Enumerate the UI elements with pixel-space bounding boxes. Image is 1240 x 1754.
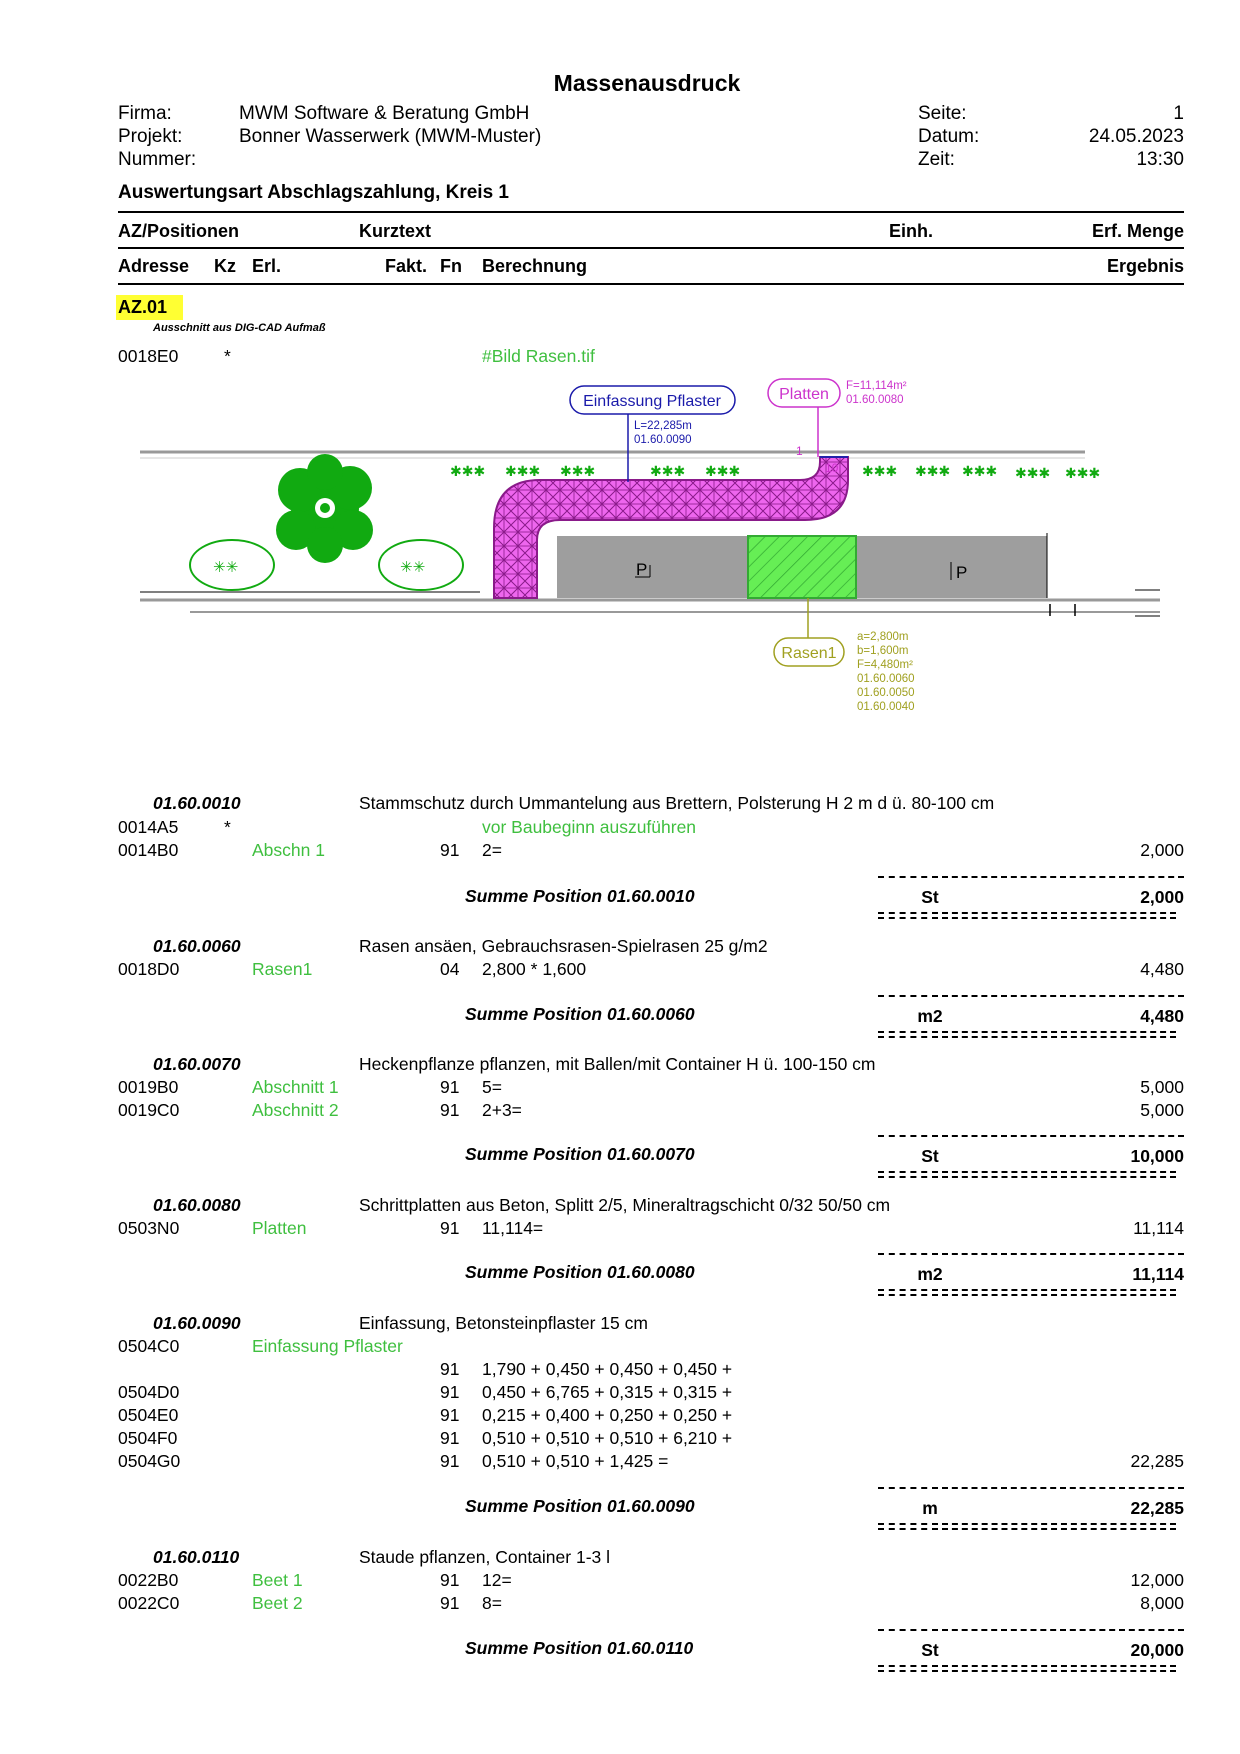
platten-callout-label: Platten xyxy=(779,386,829,403)
row-calc: 2,800 * 1,600 xyxy=(482,959,587,979)
row-result: 8,000 xyxy=(1140,1593,1184,1613)
row-erl: Rasen1 xyxy=(252,959,313,979)
col-erf-menge: Erf. Menge xyxy=(1091,221,1184,241)
az-note: Ausschnitt aus DIG-CAD Aufmaß xyxy=(153,322,326,334)
row-erl: Platten xyxy=(252,1218,307,1238)
row-fn: 91 xyxy=(440,1593,460,1613)
row-result: 4,480 xyxy=(1140,959,1184,979)
sum-label: Summe Position 01.60.0060 xyxy=(465,1004,695,1024)
row-erl: Einfassung Pflaster xyxy=(252,1336,403,1356)
divider xyxy=(118,211,1184,213)
sum-label: Summe Position 01.60.0090 xyxy=(465,1496,695,1516)
row-fn: 91 xyxy=(440,840,460,860)
sum-value: 10,000 xyxy=(1130,1146,1184,1166)
zeit-value: 13:30 xyxy=(1136,149,1184,170)
unit-dash xyxy=(878,876,938,878)
row-address: 0504C0 xyxy=(118,1336,180,1356)
row-address: 0022B0 xyxy=(118,1570,179,1590)
marker-10: 10 xyxy=(825,461,839,475)
svg-text:✱✱✱: ✱✱✱ xyxy=(705,464,741,480)
platten-position: 01.60.0080 xyxy=(846,394,904,406)
position-number: 01.60.0080 xyxy=(153,1195,241,1215)
row-fn: 91 xyxy=(440,1359,460,1379)
sum-dash xyxy=(942,1487,1184,1489)
row-address: 0504G0 xyxy=(118,1451,181,1471)
sum-unit: St xyxy=(921,1640,939,1660)
projekt-value: Bonner Wasserwerk (MWM-Muster) xyxy=(239,126,542,147)
einfassung-position: 01.60.0090 xyxy=(634,434,692,446)
divider xyxy=(118,283,1184,285)
rasen-position-2: 01.60.0050 xyxy=(857,687,915,699)
image-row-kz: * xyxy=(224,346,231,366)
sum-double-dash xyxy=(942,1523,1176,1530)
sum-unit: m xyxy=(922,1498,938,1518)
svg-text:✱✱✱: ✱✱✱ xyxy=(505,464,541,480)
sum-value: 2,000 xyxy=(1140,887,1184,907)
row-calc: 5= xyxy=(482,1077,502,1097)
row-calc: 2= xyxy=(482,840,502,860)
sum-value: 4,480 xyxy=(1140,1006,1184,1026)
firma-label: Firma: xyxy=(118,103,172,124)
row-fn: 91 xyxy=(440,1451,460,1471)
einfassung-length: L=22,285m xyxy=(634,420,692,432)
sum-dash xyxy=(942,876,1184,878)
rasen-area: F=4,480m² xyxy=(857,659,913,671)
col-ergebnis: Ergebnis xyxy=(1106,256,1184,276)
row-address: 0018D0 xyxy=(118,959,180,979)
svg-text:✳✳: ✳✳ xyxy=(400,558,426,576)
page-title: Massenausdruck xyxy=(553,70,741,96)
sum-double-dash xyxy=(942,1665,1176,1672)
row-erl: Beet 1 xyxy=(252,1570,303,1590)
col-fakt: Fakt. xyxy=(385,256,428,276)
rasen-position-1: 01.60.0060 xyxy=(857,673,915,685)
row-erl: Abschn 1 xyxy=(252,840,325,860)
sum-unit: St xyxy=(921,887,939,907)
p-left-label: P xyxy=(636,560,648,579)
firma-value: MWM Software & Beratung GmbH xyxy=(239,103,530,124)
row-fn: 91 xyxy=(440,1077,460,1097)
position-text: Einfassung, Betonsteinpflaster 15 cm xyxy=(359,1313,648,1333)
svg-text:✱✱✱: ✱✱✱ xyxy=(862,464,898,480)
auswertung-title: Auswertungsart Abschlagszahlung, Kreis 1 xyxy=(118,182,509,203)
position-text: Heckenpflanze pflanzen, mit Ballen/mit Container H ü. 100-150 cm xyxy=(359,1054,876,1074)
sum-dash xyxy=(942,995,1184,997)
row-fn: 91 xyxy=(440,1428,460,1448)
marker-1: 1 xyxy=(796,444,803,458)
rasen-position-3: 01.60.0040 xyxy=(857,701,915,713)
divider xyxy=(118,247,1184,249)
sum-unit: St xyxy=(921,1146,939,1166)
col-einh: Einh. xyxy=(889,221,933,241)
svg-text:✱✱✱: ✱✱✱ xyxy=(560,464,596,480)
sum-label: Summe Position 01.60.0070 xyxy=(465,1144,695,1164)
einfassung-callout-label: Einfassung Pflaster xyxy=(583,393,721,410)
position-text: Staude pflanzen, Container 1-3 l xyxy=(359,1547,610,1567)
row-calc: 0,450 + 6,765 + 0,315 + 0,315 + xyxy=(482,1382,733,1402)
row-erl: Beet 2 xyxy=(252,1593,303,1613)
nummer-label: Nummer: xyxy=(118,149,197,170)
row-address: 0019C0 xyxy=(118,1100,180,1120)
unit-double-dash xyxy=(878,1171,938,1178)
slab-left xyxy=(557,536,747,598)
image-row-address: 0018E0 xyxy=(118,346,179,366)
row-erl: Abschnitt 2 xyxy=(252,1100,339,1120)
row-calc: 0,510 + 0,510 + 0,510 + 6,210 + xyxy=(482,1428,733,1448)
lawn-area xyxy=(748,536,856,598)
svg-text:✱✱✱: ✱✱✱ xyxy=(450,464,486,480)
svg-text:✱✱✱: ✱✱✱ xyxy=(650,464,686,480)
row-fn: 91 xyxy=(440,1570,460,1590)
sum-dash xyxy=(942,1629,1184,1631)
row-result: 11,114 xyxy=(1133,1218,1184,1238)
row-calc: 8= xyxy=(482,1593,502,1613)
col-berechnung: Berechnung xyxy=(482,256,588,276)
row-fn: 91 xyxy=(440,1218,460,1238)
sum-unit: m2 xyxy=(917,1264,943,1284)
position-text: Schrittplatten aus Beton, Splitt 2/5, Mineraltragschicht 0/32 50/50 cm xyxy=(359,1195,891,1215)
unit-dash xyxy=(878,1487,938,1489)
sum-double-dash xyxy=(942,1171,1176,1178)
sum-label: Summe Position 01.60.0010 xyxy=(465,886,695,906)
sum-double-dash xyxy=(942,1031,1176,1038)
row-kz: * xyxy=(224,817,231,837)
row-calc: 2+3= xyxy=(482,1100,522,1120)
rasen-b: b=1,600m xyxy=(857,645,909,657)
unit-double-dash xyxy=(878,912,938,919)
row-calc: 1,790 + 0,450 + 0,450 + 0,450 + xyxy=(482,1359,733,1379)
row-calc: 12= xyxy=(482,1570,512,1590)
unit-dash xyxy=(878,1253,938,1255)
unit-double-dash xyxy=(878,1665,938,1672)
row-address: 0504F0 xyxy=(118,1428,178,1448)
shrub-bed-2-icon xyxy=(379,540,463,590)
position-number: 01.60.0070 xyxy=(153,1054,241,1074)
seite-value: 1 xyxy=(1173,103,1184,124)
unit-dash xyxy=(878,1629,938,1631)
row-fn: 91 xyxy=(440,1405,460,1425)
sum-label: Summe Position 01.60.0110 xyxy=(465,1638,694,1658)
position-number: 01.60.0010 xyxy=(153,793,241,813)
row-erl: Abschnitt 1 xyxy=(252,1077,339,1097)
unit-dash xyxy=(878,1135,938,1137)
row-result: 5,000 xyxy=(1140,1077,1184,1097)
row-calc: 0,215 + 0,400 + 0,250 + 0,250 + xyxy=(482,1405,733,1425)
projekt-label: Projekt: xyxy=(118,126,183,147)
row-fn: 91 xyxy=(440,1382,460,1402)
row-address: 0504D0 xyxy=(118,1382,180,1402)
row-address: 0014A5 xyxy=(118,817,179,837)
row-address: 0503N0 xyxy=(118,1218,180,1238)
row-result: 5,000 xyxy=(1140,1100,1184,1120)
position-number: 01.60.0110 xyxy=(153,1547,240,1567)
cad-drawing xyxy=(0,370,1240,740)
row-address: 0019B0 xyxy=(118,1077,179,1097)
row-result: 2,000 xyxy=(1140,840,1184,860)
sum-dash xyxy=(942,1253,1184,1255)
sum-unit: m2 xyxy=(917,1006,943,1026)
svg-text:✱✱✱: ✱✱✱ xyxy=(915,464,951,480)
platten-area: F=11,114m² xyxy=(846,380,907,392)
svg-text:✱✱✱: ✱✱✱ xyxy=(1015,466,1051,482)
row-result: 22,285 xyxy=(1130,1451,1184,1471)
row-fn: 91 xyxy=(440,1100,460,1120)
svg-text:✳✳: ✳✳ xyxy=(213,558,239,576)
row-result: 12,000 xyxy=(1130,1570,1184,1590)
slab-right xyxy=(857,536,1047,598)
tree-icon xyxy=(276,454,373,563)
row-address: 0014B0 xyxy=(118,840,179,860)
zeit-label: Zeit: xyxy=(918,149,955,170)
sum-dash xyxy=(942,1135,1184,1137)
seite-label: Seite: xyxy=(918,103,967,124)
col-az-positionen: AZ/Positionen xyxy=(118,221,239,241)
col-kurztext: Kurztext xyxy=(359,221,432,241)
position-number: 01.60.0060 xyxy=(153,936,241,956)
position-text: Rasen ansäen, Gebrauchsrasen-Spielrasen 25 g/m2 xyxy=(359,936,768,956)
unit-dash xyxy=(878,995,938,997)
sum-value: 11,114 xyxy=(1132,1264,1184,1284)
sum-double-dash xyxy=(942,1289,1176,1296)
col-adresse: Adresse xyxy=(118,256,190,276)
az-label: AZ.01 xyxy=(118,297,168,317)
svg-text:✱✱✱: ✱✱✱ xyxy=(1065,466,1101,482)
row-comment: vor Baubeginn auszuführen xyxy=(482,817,697,837)
rasen-callout-label: Rasen1 xyxy=(781,645,837,662)
unit-double-dash xyxy=(878,1523,938,1530)
row-calc: 11,114= xyxy=(482,1218,544,1238)
unit-double-dash xyxy=(878,1289,938,1296)
svg-text:✱✱✱: ✱✱✱ xyxy=(962,464,998,480)
datum-label: Datum: xyxy=(918,126,980,147)
col-fn: Fn xyxy=(440,256,462,276)
sum-value: 20,000 xyxy=(1130,1640,1184,1660)
col-erl: Erl. xyxy=(252,256,282,276)
p-right-label: P xyxy=(956,563,968,582)
sum-value: 22,285 xyxy=(1130,1498,1184,1518)
sum-label: Summe Position 01.60.0080 xyxy=(465,1262,695,1282)
datum-value: 24.05.2023 xyxy=(1088,126,1184,147)
col-kz: Kz xyxy=(214,256,236,276)
position-number: 01.60.0090 xyxy=(153,1313,241,1333)
rasen-a: a=2,800m xyxy=(857,631,909,643)
row-fn: 04 xyxy=(440,959,460,979)
unit-double-dash xyxy=(878,1031,938,1038)
shrub-bed-1-icon xyxy=(190,540,274,590)
row-address: 0504E0 xyxy=(118,1405,179,1425)
row-calc: 0,510 + 0,510 + 1,425 = xyxy=(482,1451,669,1471)
row-address: 0022C0 xyxy=(118,1593,180,1613)
image-row-text: #Bild Rasen.tif xyxy=(482,346,595,366)
sum-double-dash xyxy=(942,912,1176,919)
position-text: Stammschutz durch Ummantelung aus Brettern, Polsterung H 2 m d ü. 80-100 cm xyxy=(359,793,995,813)
